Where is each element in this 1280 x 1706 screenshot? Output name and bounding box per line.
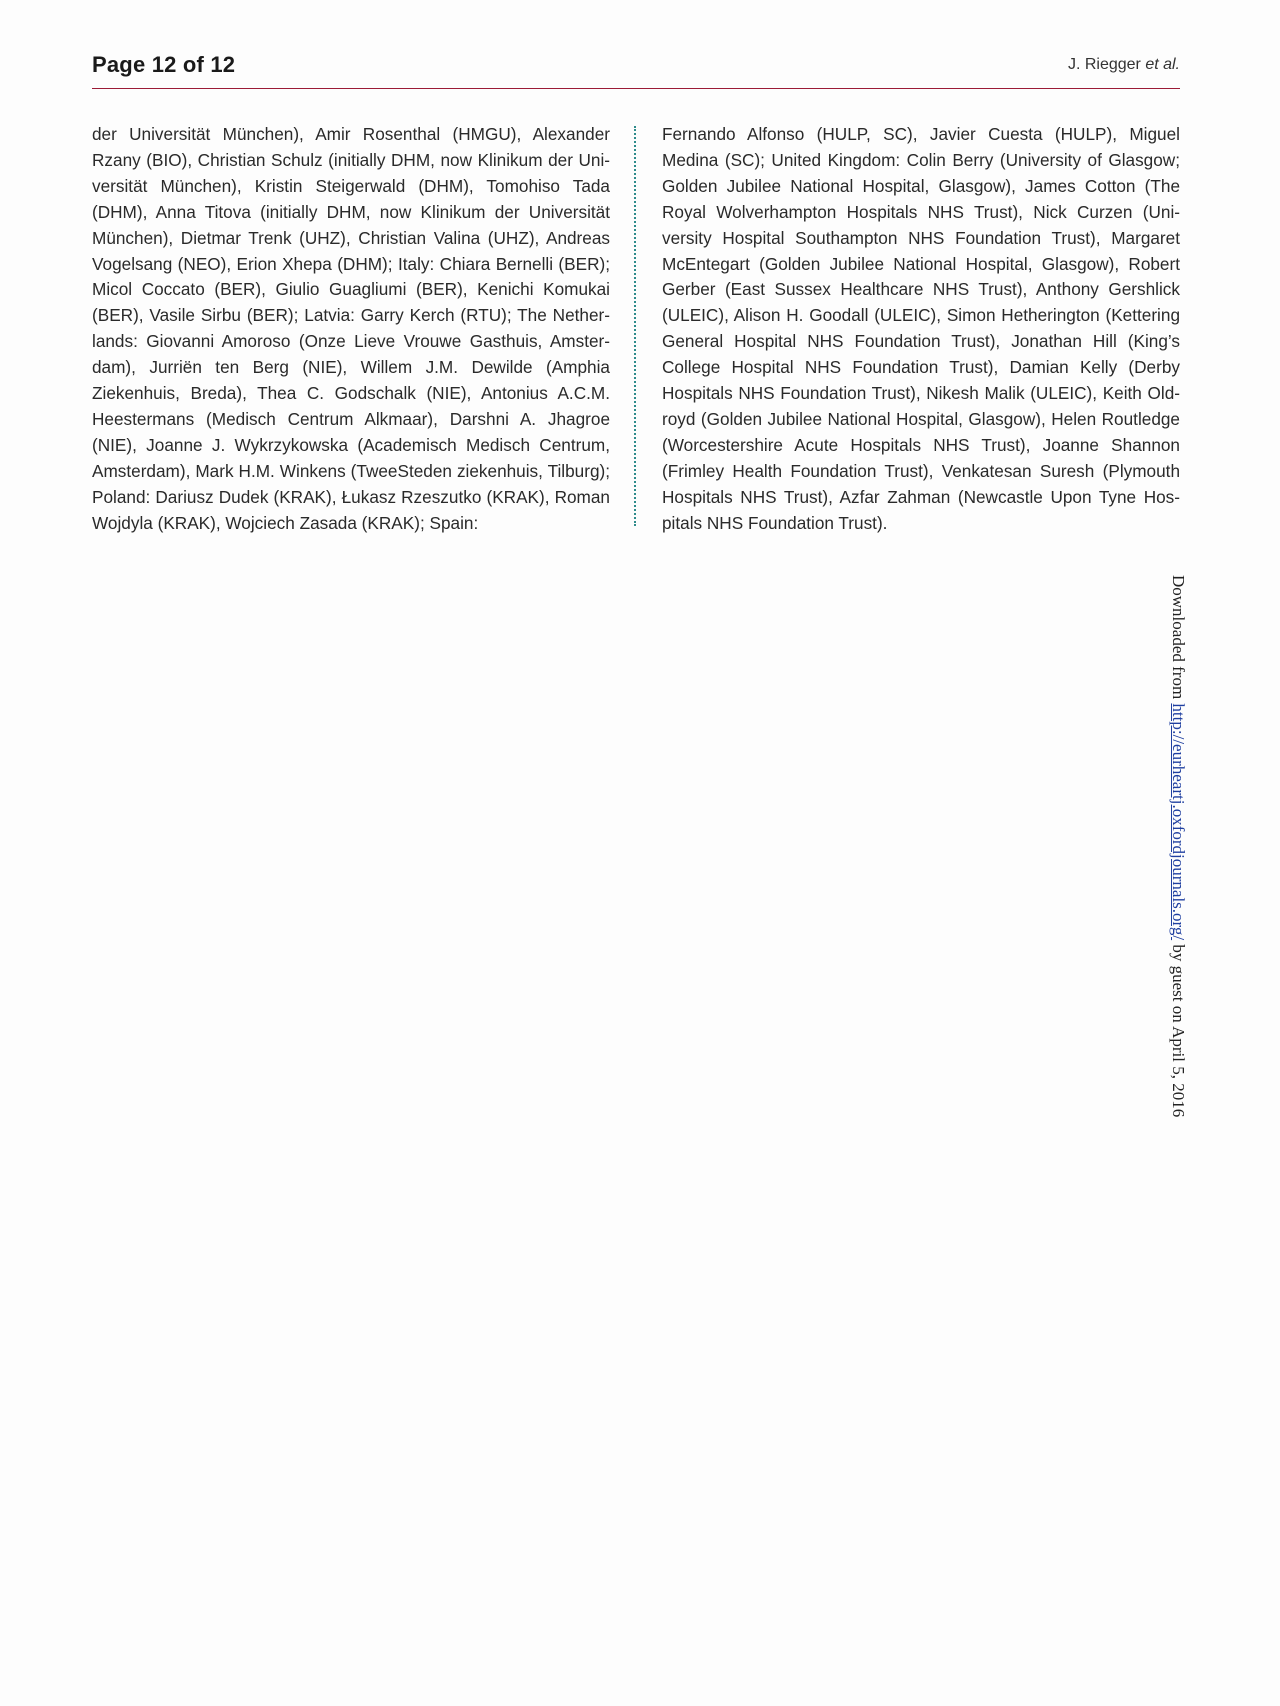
running-head [1068,56,1180,74]
download-stamp [1162,575,1202,1135]
running-head-etal: et al. [1145,56,1180,73]
download-stamp-text [1168,575,1188,1117]
column-divider [634,126,636,526]
download-stamp-suffix: by guest on April 5, 2016 [1169,940,1188,1118]
page-number-label: Page 12 of 12 [92,52,236,77]
text-column-left: der Universität München), Amir Rosenthal (HMGU), Alexander Rzany (BIO), Christian Schulz (initially DHM, now Klinikum der Universität München), Kristin Steigerwald (DHM), Tomohiso Tada (DHM), Anna Titova (initially DHM, now Klinikum der Universität München), Dietmar Trenk (UHZ), Christian Valina (UHZ), Andreas Vogelsang (NEO), Erion Xhepa (DHM); Italy: Chiara Bernelli (BER); Micol Coccato (BER), Giulio Guagliumi (BER), Kenichi Komukai (BER), Vasile Sirbu (BER); Latvia: Garry Kerch (RTU); The Netherlands: Giovanni Amoroso (Onze Lieve Vrouwe Gasthuis, Amsterdam), Jurriën ten Berg (NIE), Willem J.M. Dewilde (Amphia Ziekenhuis, Breda), Thea C. Godschalk (NIE), Antonius A.C.M. Heestermans (Medisch Centrum Alkmaar), Darshni A. Jhagroe (NIE), Joanne J. Wykrzykowska (Academisch Medisch Centrum, Amsterdam), Mark H.M. Winkens (TweeSteden ziekenhuis, Tilburg); Poland: Dariusz Dudek (KRAK), Łukasz Rzeszutko (KRAK), Roman Wojdyla (KRAK), Wojciech Zasada (KRAK); Spain: [92,124,610,533]
header-rule [92,88,1180,89]
download-stamp-prefix: Downloaded from [1169,575,1188,704]
text-column-right: Fernando Alfonso (HULP, SC), Javier Cuesta (HULP), Miguel Medina (SC); United Kingdom: Colin Berry (University of Glasgow; Golden Jubilee National Hospital, Glasgow), James Cotton (The Royal Wolverhampton Hospitals NHS Trust), Nick Curzen (University Hospital Southampton NHS Foundation Trust), Margaret McEntegart (Golden Jubilee National Hospital, Glasgow), Robert Gerber (East Sussex Healthcare NHS Trust), Anthony Gershlick (ULEIC), Alison H. Goodall (ULEIC), Simon Hetherington (Kettering General Hospital NHS Foundation Trust), Jonathan Hill (King’s College Hospital NHS Foundation Trust), Damian Kelly (Derby Hospitals NHS Foundation Trust), Nikesh Malik (ULEIC), Keith Oldroyd (Golden Jubilee National Hospital, Glasgow), Helen Routledge (Worcestershire Acute Hospitals NHS Trust), Joanne Shannon (Frimley Health Foundation Trust), Venkatesan Suresh (Plymouth Hospitals NHS Trust), Azfar Zahman (Newcastle Upon Tyne Hospitals NHS Foundation Trust). [662,124,1180,533]
page-header [92,48,1180,88]
download-stamp-link[interactable]: http://eurheartj.oxfordjournals.org/ [1169,703,1188,941]
running-head-author: J. Riegger [1067,56,1141,73]
